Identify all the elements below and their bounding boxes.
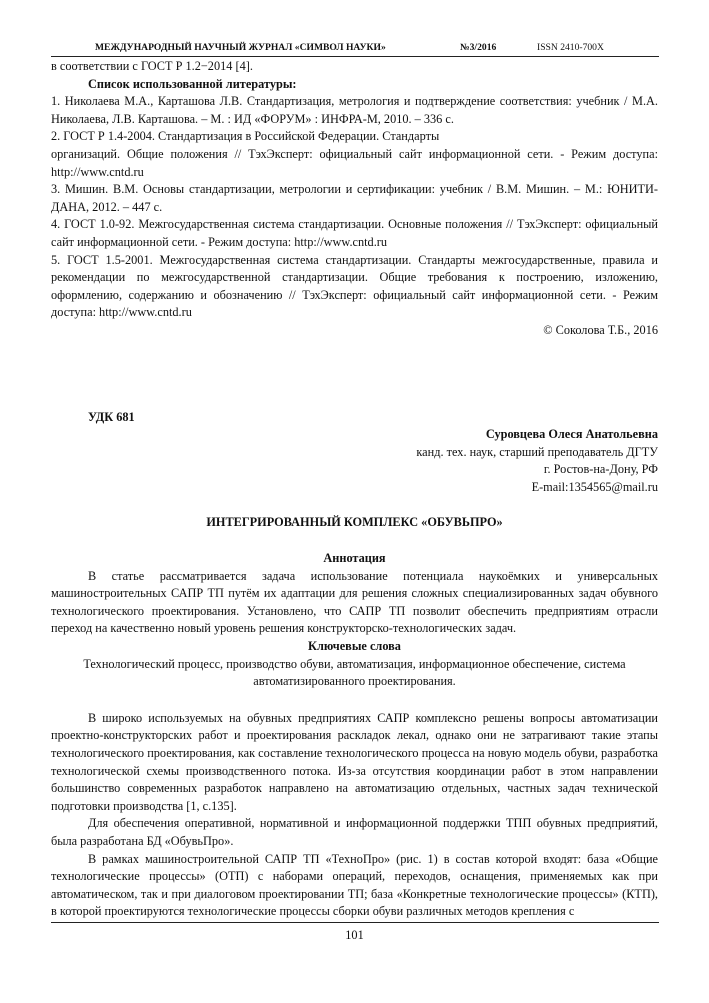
page-number: 101: [345, 928, 364, 942]
spacer: [51, 691, 658, 710]
spacer: [51, 496, 658, 514]
body-paragraph: В широко используемых на обувных предприятиях САПР комплексно решены вопросы автоматизации проектно-конструкторских работ и проектирования раскладок лекал, однако они не затрагивают такие этапы технологического проектирования, как составление технологического процесса на новую модель обуви, разработка технологической схемы производственного потока. Из-за отсутствия координации работ в этом направлении большинство современных разработок направлено на автоматизацию отдельных, частных задач технической подготовки производства [1, с.135].: [51, 710, 658, 813]
page-content: [51, 58, 658, 921]
body-paragraph: Для обеспечения оперативной, нормативной и информационной поддержки ТПП обувных предприятий, была разработана БД «ОбувьПро».: [51, 816, 658, 848]
references-title: Список использованной литературы:: [88, 76, 297, 91]
keywords-text: Технологический процесс, производство обуви, автоматизация, информационное обеспечение, система автоматизированного проектирования.: [83, 656, 626, 689]
reference-item: 3. Мишин. В.М. Основы стандартизации, метрологии и сертификации: учебник / В.М. Мишин. – М.: ЮНИТИ-ДАНА, 2012. – 447 с.: [51, 182, 658, 214]
article-title: ИНТЕГРИРОВАННЫЙ КОМПЛЕКС «ОБУВЬПРО»: [206, 515, 503, 530]
keywords-heading: Ключевые слова: [308, 639, 401, 654]
prev-article-continuation: в соответствии с ГОСТ Р 1.2−2014 [4].: [51, 59, 253, 73]
reference-item: 5. ГОСТ 1.5-2001. Межгосударственная система стандартизации. Стандарты межгосударственные, правила и рекомендации по межгосударственной стандартизации. Общие требования к построению, изложению, оформлению, содержанию и обозначению // ТэхЭксперт: официальный сайт информационной сети. - Режим доступа: http://www.cntd.ru: [51, 252, 658, 320]
running-header: [51, 41, 659, 57]
reference-item: 1. Николаева М.А., Карташова Л.В. Стандартизация, метрология и подтверждение соответствия: учебник / М.А. Николаева, Л.В. Карташова. – М. : ИД «ФОРУМ» : ИНФРА-М, 2010. – 336 с.: [51, 94, 658, 126]
footer-rule: [51, 922, 659, 923]
body-paragraph: В рамках машиностроительной САПР ТП «ТехноПро» (рис. 1) в состав которой входят: база «Общие технологические процессы» (ОТП) с наборами операций, переходов, оснащения, применяемых как при автоматическом, так и при диалоговом проектировании ТП; база «Конкретные технологические процессы» (КТП), в которой проектируются технологические процессы сборки обуви различных методов крепления с: [51, 851, 658, 919]
abstract-heading: Аннотация: [323, 551, 386, 566]
author-name: Суровцева Олеся Анатольевна: [485, 427, 658, 442]
journal-name: МЕЖДУНАРОДНЫЙ НАУЧНЫЙ ЖУРНАЛ «СИМВОЛ НАУКИ»: [95, 42, 386, 53]
reference-item: организаций. Общие положения // ТэхЭксперт: официальный сайт информационной сети. - Режим доступа: http://www.cntd.ru: [51, 146, 658, 179]
author-position: канд. тех. наук, старший преподаватель ДГТУ: [416, 444, 658, 459]
spacer: [51, 340, 658, 409]
reference-item: 2. ГОСТ Р 1.4-2004. Стандартизация в Российской Федерации. Стандарты: [51, 129, 440, 144]
abstract-text: В статье рассматривается задача использование потенциала наукоёмких и универсальных машиностроительных САПР ТП путём их адаптации для решения сложных специализированных задач обувного технологического проектирования. Установлено, что САПР ТП позволит обеспечить предприятиям отрасли переход на качественно новый уровень решения конструкторско-технологических задач.: [51, 568, 658, 636]
spacer: [51, 532, 658, 550]
copyright: © Соколова Т.Б., 2016: [543, 322, 658, 337]
reference-item: 4. ГОСТ 1.0-92. Межгосударственная система стандартизации. Основные положения // ТэхЭксперт: официальный сайт информационной сети. - Режим доступа: http://www.cntd.ru: [51, 217, 658, 249]
issn: ISSN 2410-700Х: [537, 42, 604, 53]
udk: УДК 681: [88, 409, 135, 424]
author-city: г. Ростов-на-Дону, РФ: [543, 462, 658, 477]
issue-number: №3/2016: [460, 42, 497, 53]
author-email: E-mail:1354565@mail.ru: [531, 479, 658, 494]
